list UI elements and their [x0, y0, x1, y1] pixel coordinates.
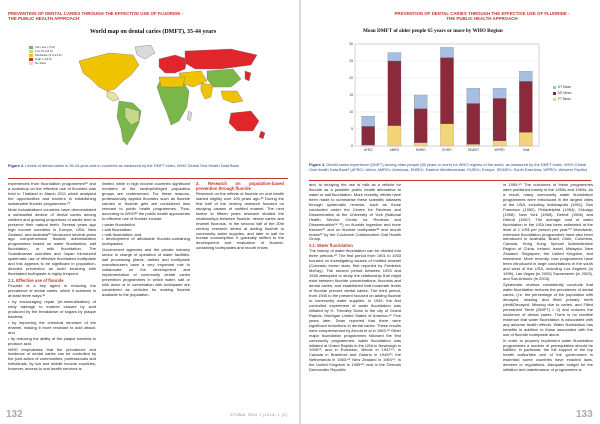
legend-swatch	[553, 86, 556, 89]
bar-segment	[388, 53, 401, 62]
map-title: World map on dental caries (DMFT), 35-44 years	[89, 29, 217, 35]
running-head	[8, 11, 183, 22]
running-head-line: PREVENTION OF DENTAL CARIES THROUGH THE EFFECTIVE USE OF FLUORIDE -	[394, 11, 570, 16]
bullet-item: • by encouraging repair (re-mineralisation) of early damage to enamel caused by acid produced by the breakdown of sugars by plaque bacteria;	[8, 298, 96, 319]
running-head-line: THE PUBLIC HEALTH APPROACH	[8, 16, 80, 22]
y-tick-label: 5	[351, 127, 353, 132]
paragraph: Research on the effects of fluoride on oral health started slightly over 100 years ago.³³ During the first half of the century research focused on studying causes of mottled enamel. The next twelve to fifteen years research studied the relationships between fluoride, dental caries and enamel fluorosis. In the second half of the 20th century research aimed at adding fluoride to community water supplies, and later to salt for human consumption; it gradually shifted to the development and evaluation of fluoride-containing toothpastes and mouth rinses	[196, 190, 284, 251]
bar-segment	[362, 116, 375, 126]
world-map	[61, 41, 275, 159]
running-head	[371, 11, 593, 22]
legend-item	[29, 61, 62, 65]
map-legend	[29, 45, 62, 65]
page-number: 133	[576, 409, 593, 420]
paragraph: The history of water fluoridation can be divided into three periods.⁴⁰ The first period from 1901 to 1933 focused on investigating causes of mottled enamel (Colorado brown stain, first reported by Frederick McKay). The second period between 1933 and 1945 attempted to study the relationship that might exist between fluoride concentrations, fluorosis and dental caries, and established that moderate levels of fluoride prevent dental caries. The third period, from 1945 to the present focused on adding fluoride to community water supplies. In 1945, the first controlled experiment of water fluoridation was initiated by H. Trendley Dean in the city of Grand Rapids, Michigan United States of America.⁴¹ Five years later, Dean reported that there were significant reductions in dental caries. These results were complemented by Arnold et al in 1953.⁴² Other major fluoridation programmes followed the first community programmes: water fluoridation was initiated at Grand Rapids in the USA in Newburgh in 1945⁴³; and in Evanston, Illinois in 1947⁴⁴; in Canada in Brantford and Ontario in 1945⁴⁵; the Netherlands in 1953;⁴⁶ New Zealand in 1954⁴⁷; in the United Kingdom in 1955⁴⁸; and in the German Democratic Republic	[309, 248, 401, 373]
paragraph: Fluoride is a key agent in reducing the prevalence of dental caries, which it achieves in at least three ways:³¹	[8, 283, 96, 298]
paragraph: In order to properly implement water fluoridation programmes a number of prerequisites should be fulfilled, in particular, the full support of the top health authorities and of the government is essential; some countries have enacted laws, decrees or regulations. Adequate budget for the initiation and maintenance of programmes is	[503, 337, 593, 373]
bar-segment	[414, 143, 427, 146]
running-head-line: PREVENTION OF DENTAL CARIES THROUGH THE EFFECTIVE USE OF FLUORIDE -	[8, 11, 183, 16]
running-head-line: THE PUBLIC HEALTH APPROACH	[446, 16, 518, 22]
paragraph: Government agencies and the private industry sector in charge of operation of water facilities, salt processing plants, dairies and toothpaste manufacturers have a very important role to collaborate on the development and implementation of community dental caries prevention programmes in which water, salt or milk alone or in combination with toothpaste are considered as vehicles for making fluoride available to the population.	[102, 247, 190, 297]
legend-label: High (>13.9)	[35, 57, 52, 61]
section-heading: 3.1. Water fluoridation	[309, 243, 353, 249]
x-tick-label: Total	[522, 148, 530, 152]
x-tick-label: AMRO	[389, 148, 400, 152]
chart-legend	[553, 84, 571, 102]
bullet-item: • by improving the chemical structure of the enamel, making it more resistant to acid attack; and	[8, 319, 96, 335]
dmft-bar-chart	[341, 40, 551, 158]
bar-segment	[388, 126, 401, 146]
text-column-2	[102, 182, 190, 299]
legend-swatch	[553, 98, 556, 101]
legend-swatch	[29, 62, 33, 65]
y-tick-label: 15	[349, 93, 353, 98]
y-tick-label: 20	[349, 76, 353, 81]
bar-segment	[440, 47, 453, 57]
x-tick-label: EMRO	[415, 148, 426, 152]
x-tick-label: WPRO	[494, 148, 505, 152]
y-tick-label: 0	[351, 144, 353, 149]
bar-segment	[467, 104, 480, 145]
bar-segment	[440, 58, 453, 124]
bullet-item: • milk fluoridation; and	[102, 231, 142, 237]
legend-label: FT Mean	[558, 97, 571, 101]
caption-divider	[8, 178, 288, 179]
bar-segment	[388, 61, 401, 126]
bar-segment	[414, 95, 427, 109]
journal-footer: STOMA. EDU J (2014) 1 (2)	[230, 413, 288, 417]
bullet-item: • water fluoridation	[102, 221, 135, 227]
world-map-figure	[29, 29, 277, 162]
x-tick-label: AFRO	[363, 148, 373, 152]
legend-label: Very low (<5.0)	[35, 45, 56, 49]
legend-label: No data	[35, 61, 46, 65]
legend-label: MT Mean	[558, 91, 572, 95]
map-north-africa	[159, 77, 185, 87]
bar-segment	[467, 88, 480, 103]
paragraph: and, to studying the use of milk as a vehicle for fluoride as a possible public health alternative to water or salt fluoridation. More recently, efforts have been made to summarise these scientific datasets through systematic reviews, such as those conducted under the Centre for Reviews and Dissemination at the University of York (National Health Service Centre for Reviews and Dissemination³⁴⁻³⁶) on fluoride ingestion and bone fracture³⁷ and on fluoride toothpaste³⁸ and mouth rinses³⁹ by the Cochrane Collaboration Oral Health Group.	[309, 182, 401, 242]
bar-segment	[493, 141, 506, 146]
bar-segment	[467, 144, 480, 146]
caption-divider	[309, 180, 591, 181]
bar-segment	[519, 71, 532, 81]
bar-segment	[519, 132, 532, 146]
legend-label: DT Mean	[558, 85, 572, 89]
y-tick-label: 10	[349, 110, 353, 115]
legend-swatch	[553, 92, 556, 95]
x-tick-label: SEARO	[467, 148, 479, 152]
paragraph: limited, while in high income countries significant numbers of the underprivileged population groups are underserved. For these reasons, professionally applied fluorides such as fluoride varnish or fluoride gels are considered less relevant to public health programmes. Thus, according to WHO³² the public health approaches to effective use of fluoride include:	[102, 181, 190, 221]
y-tick-label: 25	[349, 59, 353, 64]
section-heading: 3. Research on population-based prevention through fluoride	[196, 181, 284, 191]
text-column-1	[8, 182, 96, 373]
paragraph: Systematic reviews consistently conclude that water fluoridation reduces the prevalence of dental caries, (i.e. the percentage of the population with decayed, missing and filled primary teeth (dmft/Decayed, Missing due to caries, and Filled permanent Teeth (DMFT) > 0) and reduces the incidence of dental caries. There is no credible evidence that water fluoridation is associated with any adverse health effects. Water fluoridation has benefits in addition to those associated with the use of fluoride toothpaste alone.	[503, 282, 593, 337]
page-number: 132	[6, 409, 23, 420]
bar-segment	[493, 88, 506, 98]
section-heading: 2.1. Effective use of fluoride	[8, 278, 64, 284]
x-tick-label: EURO	[442, 148, 452, 152]
figure-caption-text: Dental caries experience (DMFT) among older people (65 years or more) for WHO regions of the world, as measured by the DMFT index, WHO Global Oral Health Data Bank³ (AFRO= Africa, AMRO= Americas, EMRO= Eastern Mediterranean, EURO= Europe, SEARO= South East Asia, WPRO= Western Pacific)	[309, 162, 587, 172]
paragraph: WHO emphasises that the prevalence and incidence of dental caries can be controlled by the joint action of communities, professionals and individuals, by low and middle income countries, however, access to oral health services is	[8, 346, 96, 372]
bullet-item: • salt fluoridation	[102, 226, 132, 232]
paragraph: in 1959.⁴⁹ The outcomes of these programmes were published mainly in the 1950s and 1960s. As a result, many community water fluoridation programmes were introduced in the largest cities of the USA, including Indianapolis (1951), San Francisco (1952), Philadelphia (1954), Chicago (1956), New York (1965), Detroit (1966) and Detroit (1967). The average cost of water fluoridation in the USA has been estimated at the level of 1 US$ per person per year.⁵⁰ Worldwide, extensive fluoridation programmes have also been introduced in Australia, Brazil, Chile, Colombia, Canada, Hong Kong Special Administrative Region of China, Ireland, Israel, Malaysia, New Zealand, Singapore, the United Kingdom, and elsewhere. More recently, new programmes have been introduced in large conurbations in the south and west of the USA, including Los Angeles (in 1999), Las Vegas (in 2000) Sacramento (in 2003), and San Antonio (in 2003).	[503, 182, 593, 282]
bullet-item: • development of affordable fluoride-containing toothpastes.	[102, 236, 190, 247]
bar-segment	[440, 124, 453, 146]
right-page	[301, 0, 600, 424]
text-column-3	[503, 183, 593, 374]
paragraph: Most industrialised countries have demonstrated a substantial decline of dental caries among children and growing proportions of adults tend to preserve their natural teeth. Several years ago high income countries in Europe, USA, New Zealand, and Australia³⁰ introduced several years ago comprehensive fluoride administration programmes based on water fluoridation, salt fluoridation, or milk fluoridation. The Scandinavian countries and Japan introduced systematic use of effective fluoridated toothpaste and this appears to be significant in population-directed prevention as tooth brushing with fluoridated toothpaste is highly frequent.	[8, 206, 96, 277]
figure-caption	[8, 164, 288, 169]
bar-segment	[362, 145, 375, 146]
legend-item	[553, 96, 571, 102]
legend-label: Moderate (9.0-13.9)	[35, 53, 62, 57]
figure-caption	[309, 163, 591, 173]
bar-segment	[493, 98, 506, 140]
figure-label: Figure 3.	[309, 162, 326, 167]
bullet-item: • by reducing the ability of the plaque bacteria to produce acid.	[8, 335, 96, 346]
text-column-1	[309, 183, 401, 374]
bar-segment	[414, 109, 427, 143]
figure-label: Figure 2.	[8, 163, 25, 168]
left-page	[0, 0, 299, 424]
bar-segment	[362, 126, 375, 145]
figure-caption-text: Levels of dental caries in 35-44-year-olds in countries as measured by the DMFT index, WHO Global Oral Health Data Bank	[25, 163, 239, 168]
chart-title: Mean DMFT of older people 65 years or more by WHO Region	[363, 28, 503, 34]
text-column-3	[196, 182, 284, 252]
bar-segment	[519, 81, 532, 132]
y-tick-label: 30	[349, 42, 353, 47]
paragraph: experiences from fluoridation programmes²⁸ and a workshop on the effective use of fluorides was held in Thailand in March 2011 which analysed the opportunities and barriers in establishing sustainable fluoride programmes.²⁹	[8, 181, 96, 206]
legend-label: Low (5.0-8.9)	[35, 49, 53, 53]
